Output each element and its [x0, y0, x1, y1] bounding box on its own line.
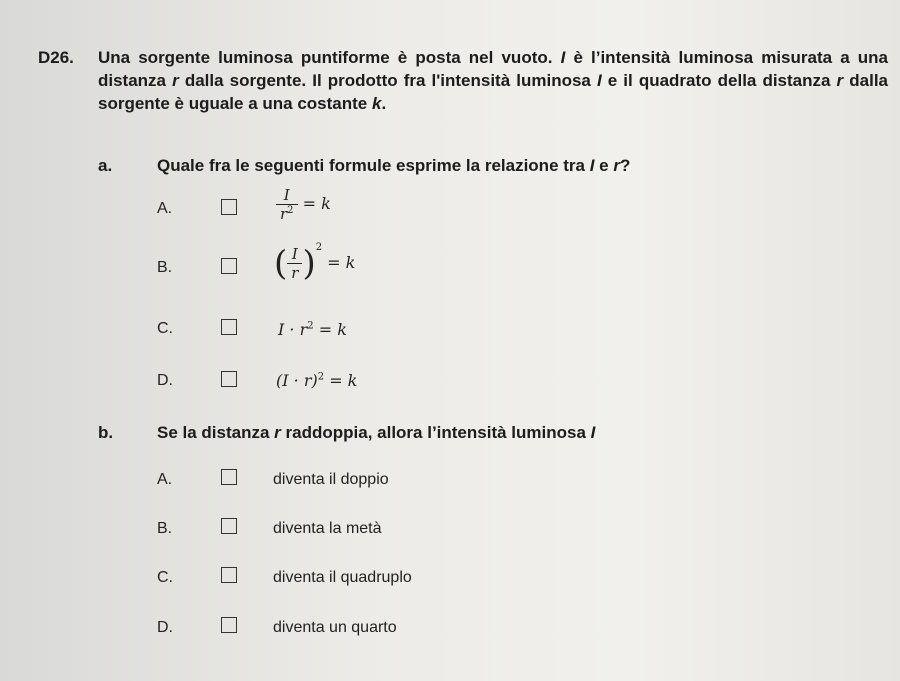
- part-b-text: Se la distanza: [157, 423, 275, 442]
- option-b-formula: [274, 242, 355, 282]
- variable-I: I: [596, 71, 602, 90]
- formula-base: I · r: [278, 320, 308, 339]
- option-d-checkbox[interactable]: [221, 617, 237, 633]
- question-text-part: dalla sorgente è uguale a una costante: [98, 71, 888, 113]
- part-b-text: raddoppia, allora l’intensità luminosa: [280, 423, 591, 442]
- option-d-letter: D.: [157, 619, 173, 636]
- question-text-part: Una sorgente luminosa puntiforme è posta nel vuoto.: [98, 48, 561, 67]
- variable-I: I: [589, 156, 595, 175]
- variable-r: r: [613, 156, 620, 175]
- variable-k: k: [371, 94, 382, 113]
- option-d-letter: D.: [157, 372, 173, 389]
- formula-rhs: = k: [327, 253, 356, 272]
- option-a-text: diventa il doppio: [273, 471, 389, 488]
- part-a-text: ?: [619, 156, 631, 175]
- fraction: [287, 245, 302, 282]
- paren-close: ): [302, 243, 316, 284]
- exponent: 2: [287, 205, 294, 216]
- fraction: [276, 186, 298, 223]
- numerator: I: [283, 186, 290, 204]
- formula-rhs: = k: [318, 320, 347, 339]
- option-c-text: diventa il quadruplo: [273, 569, 412, 586]
- option-c-formula: [278, 320, 347, 339]
- part-a-text: e: [594, 156, 614, 175]
- formula-rhs: = k: [302, 194, 331, 213]
- part-a-question: [157, 156, 630, 176]
- formula-base: (I · r): [276, 371, 318, 390]
- denominator: [276, 204, 298, 223]
- option-c-letter: C.: [157, 320, 173, 337]
- option-b-letter: B.: [157, 520, 173, 537]
- exponent: 2: [307, 320, 314, 332]
- numerator: I: [291, 245, 298, 263]
- part-a-letter: a.: [98, 156, 113, 175]
- formula-rhs: = k: [329, 371, 358, 390]
- option-c-checkbox[interactable]: [221, 319, 237, 335]
- question-text-part: dalla sorgente. Il prodotto fra l'intensità luminosa: [178, 71, 597, 90]
- option-b-letter: B.: [157, 259, 173, 276]
- variable-r: r: [172, 71, 179, 90]
- option-a-letter: A.: [157, 471, 173, 488]
- variable-I: I: [560, 48, 566, 67]
- question-text: [98, 46, 888, 115]
- part-b-question: [157, 423, 595, 443]
- question-number: D26.: [38, 48, 74, 67]
- option-c-checkbox[interactable]: [221, 567, 237, 583]
- exponent: 2: [315, 242, 323, 253]
- option-c-letter: C.: [157, 569, 173, 586]
- denominator: r: [287, 263, 302, 282]
- exponent: 2: [317, 371, 325, 383]
- option-a-formula: [276, 186, 331, 223]
- option-b-checkbox[interactable]: [221, 258, 237, 274]
- option-a-checkbox[interactable]: [221, 469, 237, 485]
- question-text-part: è l’intensità luminosa misurata a una distanza: [98, 48, 888, 90]
- part-a-text: Quale fra le seguenti formule esprime la relazione tra: [157, 156, 590, 175]
- part-b-letter: b.: [98, 423, 114, 442]
- option-b-text: diventa la metà: [273, 520, 382, 537]
- option-d-formula: [276, 371, 357, 390]
- option-a-checkbox[interactable]: [221, 199, 237, 215]
- option-b-checkbox[interactable]: [221, 518, 237, 534]
- option-d-text: diventa un quarto: [273, 619, 397, 636]
- option-d-checkbox[interactable]: [221, 371, 237, 387]
- variable-I: I: [590, 423, 596, 442]
- variable-r: r: [274, 423, 281, 442]
- variable-r: r: [836, 71, 844, 90]
- question-text-part: e il quadrato della distanza: [601, 71, 837, 90]
- question-text-part: .: [381, 94, 387, 113]
- denominator-base: r: [280, 205, 288, 223]
- option-a-letter: A.: [157, 200, 173, 217]
- paren-open: (: [274, 243, 288, 284]
